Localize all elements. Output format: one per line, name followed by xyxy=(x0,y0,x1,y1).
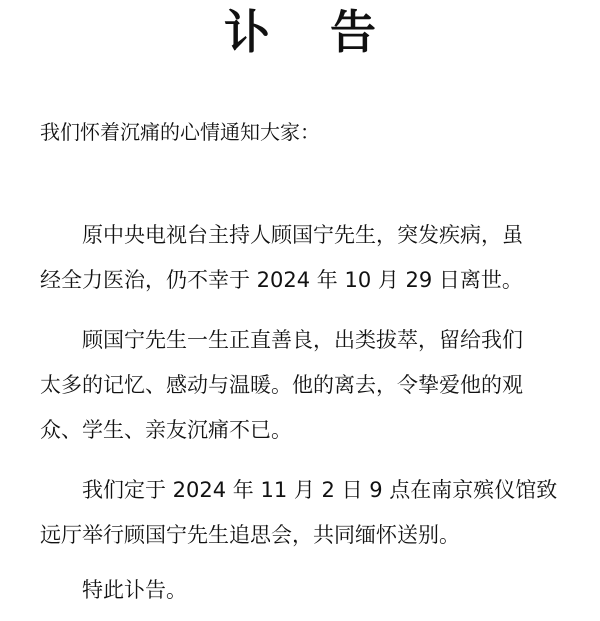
paragraph-closing xyxy=(40,568,580,613)
paragraph-line: 远厅举行顾国宁先生追思会，共同缅怀送别。 xyxy=(40,523,460,547)
paragraph-memorial-service xyxy=(40,468,580,558)
paragraph-line: 原中央电视台主持人顾国宁先生，突发疾病，虽 xyxy=(82,223,523,247)
paragraph-line: 我们定于 2024 年 11 月 2 日 9 点在南京殡仪馆致 xyxy=(82,478,558,502)
paragraph-line: 众、学生、亲友沉痛不已。 xyxy=(40,418,292,442)
paragraph-tribute xyxy=(40,318,580,453)
paragraph-announcement xyxy=(40,213,580,303)
paragraph-line: 特此讣告。 xyxy=(82,578,187,602)
paragraph-line: 太多的记忆、感动与温暖。他的离去，令挚爱他的观 xyxy=(40,373,523,397)
notice-greeting: 我们怀着沉痛的心情通知大家： xyxy=(40,120,320,144)
paragraph-line: 顾国宁先生一生正直善良，出类拔萃，留给我们 xyxy=(82,328,523,352)
paragraph-line: 经全力医治，仍不幸于 2024 年 10 月 29 日离世。 xyxy=(40,268,523,292)
notice-title: 讣 告 xyxy=(223,5,398,59)
